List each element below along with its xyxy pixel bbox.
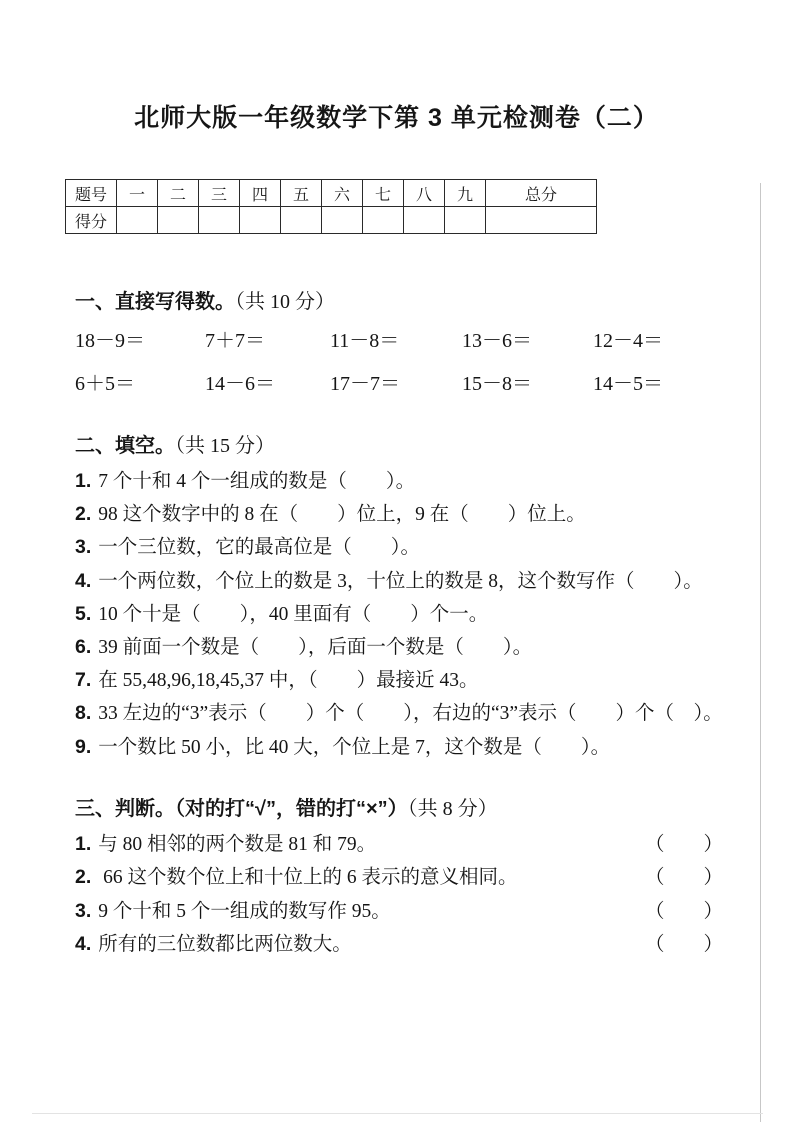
score-cell bbox=[281, 207, 322, 234]
score-cell bbox=[363, 207, 404, 234]
answer-parentheses: （ ） bbox=[644, 867, 723, 889]
calc-problem: 18－9＝ bbox=[75, 330, 145, 352]
item-text: 一个数比 50 小，比 40 大，个位上是 7，这个数是（ ）。 bbox=[98, 736, 611, 758]
calc-problem: 7＋7＝ bbox=[205, 330, 265, 352]
section-three-points: （共 8 分） bbox=[407, 797, 498, 820]
score-table-question-label: 题号 bbox=[66, 180, 117, 207]
fill-item bbox=[75, 664, 723, 697]
answer-parentheses: （ ） bbox=[644, 900, 723, 922]
score-table-score-label: 得分 bbox=[66, 207, 117, 234]
score-table bbox=[65, 179, 597, 234]
calc-problem: 14－5＝ bbox=[593, 373, 663, 395]
scan-edge-line-bottom bbox=[32, 1113, 763, 1114]
score-table-col: 一 bbox=[117, 180, 158, 207]
calc-problem: 12－4＝ bbox=[593, 330, 663, 352]
score-cell bbox=[322, 207, 363, 234]
item-text: 98 这个数字中的 8 在（ ）位上，9 在（ ）位上。 bbox=[98, 504, 586, 526]
score-cell bbox=[158, 207, 199, 234]
calc-problem: 15－8＝ bbox=[462, 373, 532, 395]
section-three-title: 三、判断。（对的打“√”，错的打“×”） bbox=[75, 797, 408, 820]
score-table-col: 九 bbox=[445, 180, 486, 207]
fill-item bbox=[75, 565, 723, 598]
fill-item bbox=[75, 531, 723, 564]
judge-item bbox=[75, 928, 723, 961]
item-text: 10 个十是（ ），40 里面有（ ）个一。 bbox=[98, 603, 489, 625]
section-three-heading bbox=[75, 795, 723, 823]
score-cell bbox=[404, 207, 445, 234]
score-table-col: 四 bbox=[240, 180, 281, 207]
answer-parentheses: （ ） bbox=[644, 934, 723, 956]
calc-problem: 13－6＝ bbox=[462, 330, 532, 352]
fill-item bbox=[75, 731, 723, 764]
judgment-items bbox=[75, 828, 723, 962]
calc-problem: 17－7＝ bbox=[330, 373, 400, 395]
judge-item-left bbox=[75, 928, 352, 961]
score-cell bbox=[199, 207, 240, 234]
item-text: 与 80 相邻的两个数是 81 和 79。 bbox=[98, 833, 377, 855]
calc-problem: 14－6＝ bbox=[205, 373, 275, 395]
item-number: 3. bbox=[75, 536, 92, 559]
score-cell bbox=[117, 207, 158, 234]
item-number: 5. bbox=[75, 602, 92, 625]
item-text: 66 这个数个位上和十位上的 6 表示的意义相同。 bbox=[98, 867, 518, 889]
item-text: 一个三位数，它的最高位是（ ）。 bbox=[98, 537, 421, 559]
calc-problem: 6＋5＝ bbox=[75, 373, 135, 395]
judge-item-left bbox=[75, 861, 518, 894]
item-number: 4. bbox=[75, 569, 92, 592]
score-table-col: 二 bbox=[158, 180, 199, 207]
fill-item bbox=[75, 498, 723, 531]
section-one-heading bbox=[75, 288, 723, 316]
calc-problem: 11－8＝ bbox=[330, 330, 400, 352]
page-title: 北师大版一年级数学下第 3 单元检测卷（二） bbox=[134, 104, 659, 132]
item-text: 39 前面一个数是（ ），后面一个数是（ ）。 bbox=[98, 637, 533, 659]
calc-row-1 bbox=[75, 324, 723, 359]
fill-item bbox=[75, 631, 723, 664]
item-text: 33 左边的“3”表示（ ）个（ ），右边的“3”表示（ ）个（ ）。 bbox=[98, 703, 723, 725]
score-table-col: 五 bbox=[281, 180, 322, 207]
item-text: 在 55,48,96,18,45,37 中，（ ）最接近 43。 bbox=[98, 670, 479, 692]
judge-item bbox=[75, 828, 723, 861]
item-number: 8. bbox=[75, 702, 92, 725]
scan-edge-line-vertical bbox=[760, 183, 761, 1122]
score-cell-total bbox=[486, 207, 597, 234]
item-number: 1. bbox=[75, 470, 92, 492]
judge-item bbox=[75, 861, 723, 894]
score-table-col: 七 bbox=[363, 180, 404, 207]
item-number: 6. bbox=[75, 636, 92, 659]
score-table-col: 三 bbox=[199, 180, 240, 207]
score-table-score-row bbox=[66, 207, 597, 234]
answer-parentheses: （ ） bbox=[644, 833, 723, 855]
fill-in-items bbox=[75, 465, 723, 764]
item-number: 4. bbox=[75, 933, 92, 956]
fill-item bbox=[75, 697, 723, 730]
section-two-heading bbox=[75, 432, 723, 460]
score-table-col: 六 bbox=[322, 180, 363, 207]
calc-row-2 bbox=[75, 367, 723, 402]
score-table-header-row bbox=[66, 180, 597, 207]
score-cell bbox=[240, 207, 281, 234]
section-one-points: （共 10 分） bbox=[235, 291, 335, 313]
item-number: 1. bbox=[75, 832, 92, 855]
item-number: 9. bbox=[75, 735, 92, 758]
item-text: 一个两位数，个位上的数是 3，十位上的数是 8，这个数写作（ ）。 bbox=[98, 570, 703, 592]
score-cell bbox=[445, 207, 486, 234]
item-number: 7. bbox=[75, 669, 92, 692]
item-text: 9 个十和 5 个一组成的数写作 95。 bbox=[98, 900, 391, 922]
score-table-total-col: 总分 bbox=[486, 180, 597, 207]
section-one-title: 一、直接写得数。 bbox=[75, 291, 235, 313]
fill-item bbox=[75, 465, 723, 498]
item-text: 所有的三位数都比两位数大。 bbox=[98, 934, 352, 956]
judge-item-left bbox=[75, 895, 391, 928]
fill-item bbox=[75, 598, 723, 631]
judge-item-left bbox=[75, 828, 376, 861]
section-two-points: （共 15 分） bbox=[175, 435, 275, 457]
item-number: 3. bbox=[75, 899, 92, 922]
item-number: 2. bbox=[75, 866, 92, 889]
score-table-col: 八 bbox=[404, 180, 445, 207]
section-two-title: 二、填空。 bbox=[75, 435, 175, 457]
judge-item bbox=[75, 895, 723, 928]
item-text: 7 个十和 4 个一组成的数是（ ）。 bbox=[98, 471, 416, 492]
item-number: 2. bbox=[75, 503, 92, 526]
